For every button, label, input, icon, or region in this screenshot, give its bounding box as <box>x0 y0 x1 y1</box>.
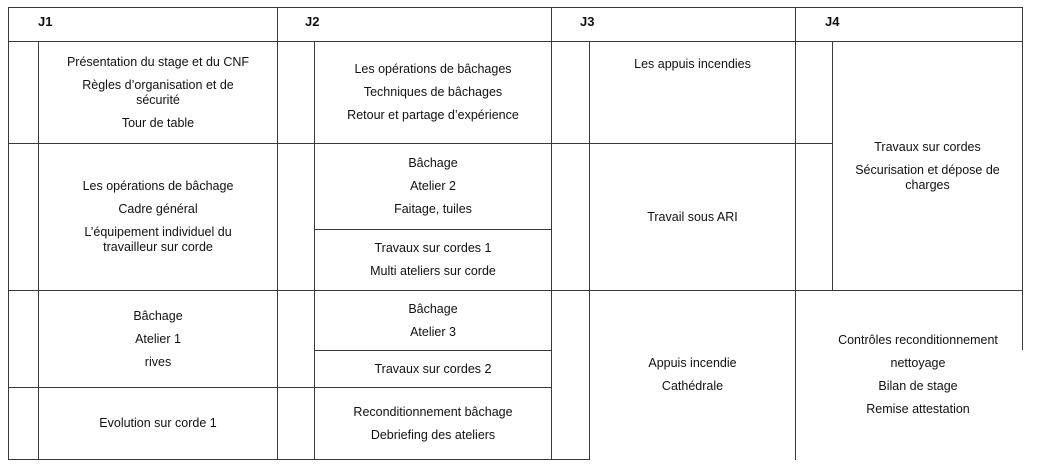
j2-session-2: Bâchage Atelier 2 Faitage, tuiles <box>394 156 472 216</box>
j2-session-1: Les opérations de bâchages Techniques de bâchages Retour et partage d’expérience <box>347 62 519 122</box>
j1-session-3: Bâchage Atelier 1 rives <box>133 308 183 369</box>
header-j1: J1 <box>38 14 53 29</box>
header-j3: J3 <box>580 14 595 29</box>
j1-session-1: Présentation du stage et du CNF Règles d’organisation et de sécurité Tour de table <box>66 54 250 130</box>
header-j4: J4 <box>825 14 840 29</box>
j4-session-2: Contrôles reconditionnement nettoyage Bilan de stage Remise attestation <box>838 333 998 416</box>
j3-session-2: Travail sous ARI <box>647 209 738 224</box>
j4-session-1: Travaux sur cordes Sécurisation et dépose de charges <box>855 139 1000 192</box>
j2-session-5: Travaux sur cordes 2 <box>374 361 492 376</box>
j2-row1-bottom <box>552 143 590 144</box>
j1-j2-border <box>277 7 278 460</box>
left-border <box>8 7 9 460</box>
j2-j3-border <box>551 7 552 460</box>
j3-session-3: Appuis incendie Cathédrale <box>648 356 737 393</box>
j2-session-6: Reconditionnement bâchage Debriefing des ateliers <box>353 404 513 442</box>
table-top-border <box>8 7 1023 8</box>
j2-session-3: Travaux sur cordes 1 Multi ateliers sur corde <box>370 241 496 278</box>
j2-session-4: Bâchage Atelier 3 <box>408 301 458 339</box>
right-border-top <box>1022 7 1023 290</box>
table-bottom-left <box>8 459 590 460</box>
j1-session-4: Evolution sur corde 1 <box>99 416 217 430</box>
j1-session-2: Les opérations de bâchage Cadre général L’équipement individuel du travailleur sur corde <box>82 179 234 254</box>
j3-session-1: Les appuis incendies <box>634 56 751 71</box>
header-j2: J2 <box>305 14 320 29</box>
